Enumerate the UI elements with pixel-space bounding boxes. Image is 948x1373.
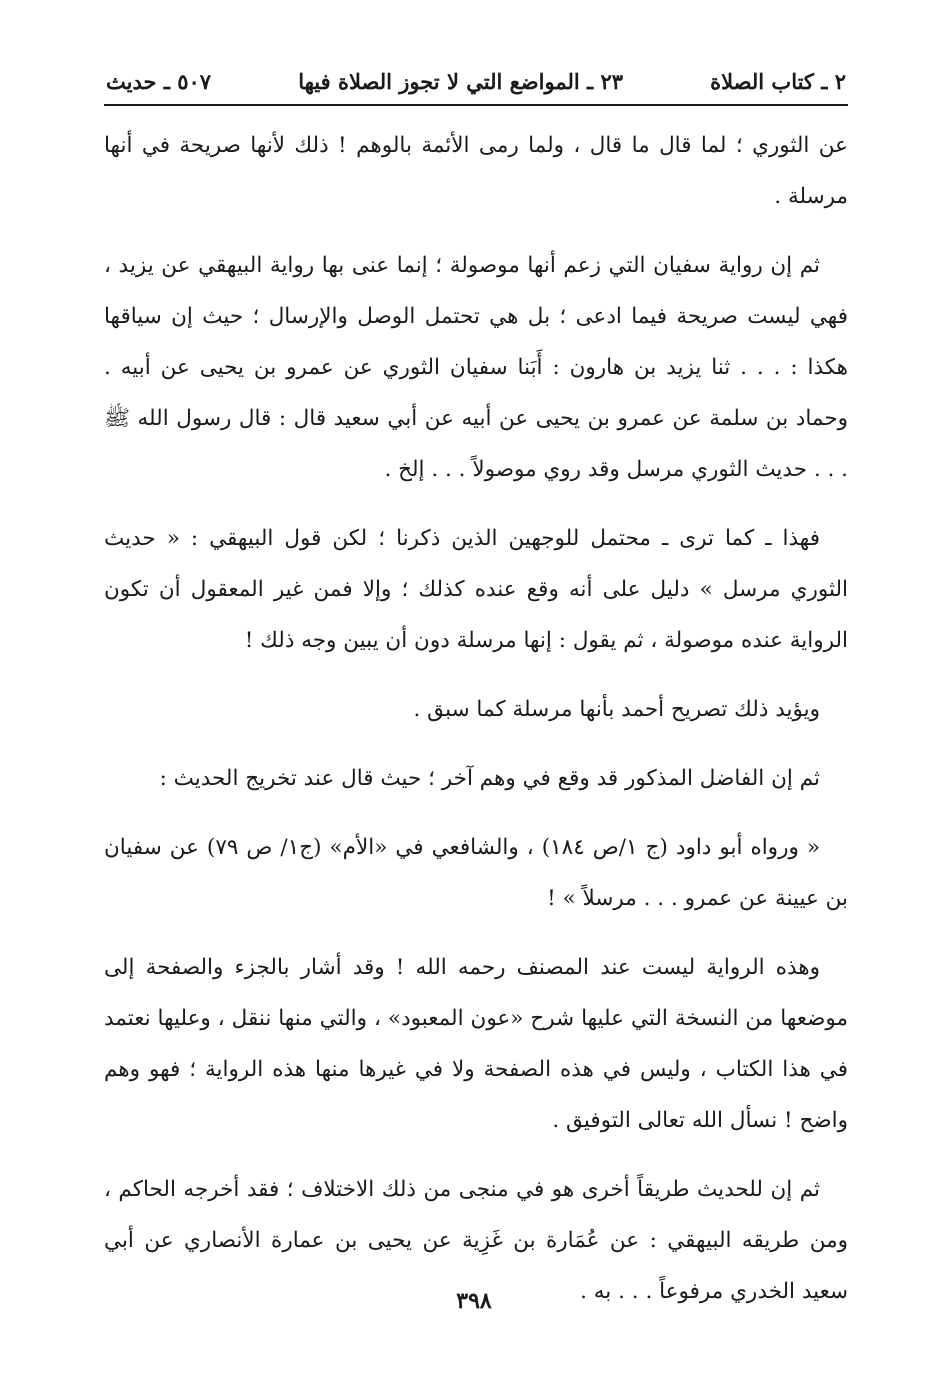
paragraph: ثم إن الفاضل المذكور قد وقع في وهم آخر ؛ حيث قال عند تخريج الحديث :: [159, 766, 820, 791]
page-number: ٣٩٨: [456, 1288, 492, 1314]
paragraph: ثم إن رواية سفيان التي زعم أنها موصولة ؛ إنما عنى بها رواية البيهقي عن يزيد ، فهي ليست صريحة فيما ادعى ؛ بل هي تحتمل الوصل والإرسال ؛ حيث إن سياقها هكذا : . . . ثنا يزيد بن هارون : أَبَنا سفيان الثوري عن عمرو بن يحيى عن أبيه . وحماد بن سلمة عن عمرو بن يحيى عن أبيه عن أبي سعيد قال : قال رسول الله ﷺ . . . حديث الثوري مرسل وقد روي موصولاً . . . إلخ .: [104, 253, 848, 482]
paragraph: ويؤيد ذلك تصريح أحمد بأنها مرسلة كما سبق .: [413, 697, 820, 722]
book-page: [104, 60, 848, 1335]
paragraph: عن الثوري ؛ لما قال ما قال ، ولما رمى الأئمة بالوهم ! ذلك لأنها صريحة في أنها مرسلة .: [104, 133, 848, 209]
paragraph: ثم إن للحديث طريقاً أخرى هو في منجى من ذلك الاختلاف ؛ فقد أخرجه الحاكم ، ومن طريقه البيهقي : عن عُمَارة بن غَزِية عن يحيى بن عمارة الأنصاري عن أبي سعيد الخدري مرفوعاً . . . به .: [104, 1177, 848, 1304]
header-hadith-number: ٥٠٧ ـ حديث: [106, 69, 212, 94]
header-chapter: ٢ ـ كتاب الصلاة: [710, 69, 846, 94]
header-section: ٢٣ ـ المواضع التي لا تجوز الصلاة فيها: [298, 69, 624, 94]
running-header: [104, 60, 848, 106]
paragraph: فهذا ـ كما ترى ـ محتمل للوجهين الذين ذكرنا ؛ لكن قول البيهقي : « حديث الثوري مرسل » دليل على أنه وقع عنده كذلك ؛ وإلا فمن غير المعقول أن تكون الرواية عنده موصولة ، ثم يقول : إنها مرسلة دون أن يبين وجه ذلك !: [104, 526, 848, 653]
paragraph: وهذه الرواية ليست عند المصنف رحمه الله ! وقد أشار بالجزء والصفحة إلى موضعها من النسخة التي عليها شرح «عون المعبود» ، والتي منها ننقل ، وعليها نعتمد في هذا الكتاب ، وليس في هذه الصفحة ولا في غيرها منها هذه الرواية ؛ فهو وهم واضح ! نسأل الله تعالى التوفيق .: [104, 955, 848, 1133]
page-body: [104, 120, 848, 1317]
paragraph: « ورواه أبو داود (ج ١/ص ١٨٤) ، والشافعي في «الأم» (ج١/ ص ٧٩) عن سفيان بن عيينة عن عمرو . . . مرسلاً » !: [104, 835, 848, 911]
